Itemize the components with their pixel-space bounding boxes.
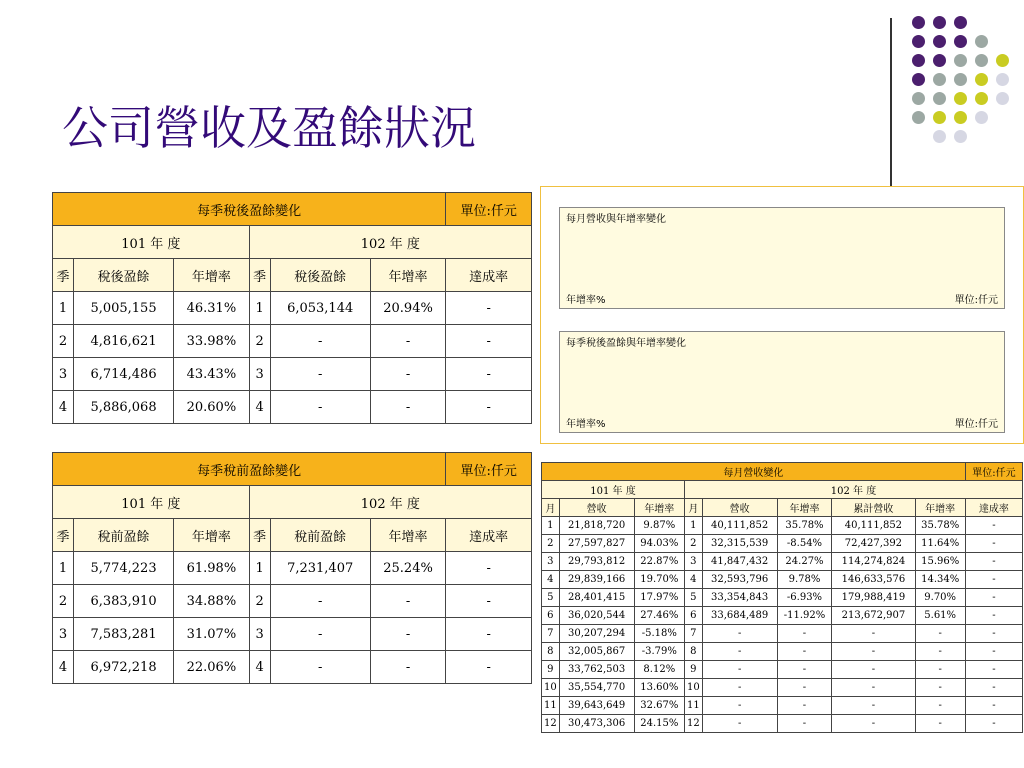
column-header: 達成率 bbox=[446, 519, 532, 552]
table-cell: - bbox=[270, 325, 370, 358]
table-title: 每月營收變化 bbox=[542, 463, 966, 481]
table-cell: - bbox=[915, 679, 965, 697]
table-row bbox=[542, 697, 1023, 715]
table-cell: 40,111,852 bbox=[832, 517, 915, 535]
column-header: 達成率 bbox=[446, 259, 532, 292]
decorative-dot bbox=[933, 16, 946, 29]
table-cell: - bbox=[832, 679, 915, 697]
table-row bbox=[53, 391, 532, 424]
decorative-dot bbox=[933, 54, 946, 67]
column-header: 年增率 bbox=[777, 499, 832, 517]
table-row bbox=[542, 679, 1023, 697]
table-cell: 6 bbox=[542, 607, 560, 625]
table-cell: 30,473,306 bbox=[559, 715, 634, 733]
table-cell: - bbox=[702, 661, 777, 679]
table-cell: 19.70% bbox=[634, 571, 684, 589]
table-cell: 3 bbox=[542, 553, 560, 571]
column-header: 累計營收 bbox=[832, 499, 915, 517]
table-cell: 10 bbox=[685, 679, 703, 697]
decorative-dot bbox=[996, 35, 1009, 48]
table-cell: 8.12% bbox=[634, 661, 684, 679]
table-cell: 32.67% bbox=[634, 697, 684, 715]
table-cell: 7,583,281 bbox=[73, 618, 173, 651]
decorative-dot bbox=[933, 35, 946, 48]
table-cell: 29,839,166 bbox=[559, 571, 634, 589]
revenue-chart-image bbox=[559, 207, 1005, 309]
table-cell: - bbox=[270, 358, 370, 391]
table-cell: 36,020,544 bbox=[559, 607, 634, 625]
table-cell: 29,793,812 bbox=[559, 553, 634, 571]
table-cell: 34.88% bbox=[174, 585, 249, 618]
decorative-dot bbox=[975, 54, 988, 67]
decorative-dot-grid bbox=[912, 16, 1017, 149]
table-row bbox=[53, 552, 532, 585]
table-cell: - bbox=[965, 643, 1022, 661]
column-header: 季 bbox=[53, 259, 74, 292]
table-cell: 6 bbox=[685, 607, 703, 625]
table-cell: 1 bbox=[685, 517, 703, 535]
table-cell: -6.93% bbox=[777, 589, 832, 607]
table-cell: 40,111,852 bbox=[702, 517, 777, 535]
decorative-dot bbox=[912, 111, 925, 124]
table-cell: 20.94% bbox=[370, 292, 445, 325]
table-cell: - bbox=[370, 391, 445, 424]
table-cell: 5,005,155 bbox=[73, 292, 173, 325]
table-row bbox=[542, 643, 1023, 661]
table-cell: - bbox=[702, 625, 777, 643]
table-cell: 6,714,486 bbox=[73, 358, 173, 391]
table-cell: - bbox=[446, 358, 532, 391]
column-header: 達成率 bbox=[965, 499, 1022, 517]
year-102-header: 102 年 度 bbox=[249, 226, 531, 259]
table-cell: - bbox=[777, 661, 832, 679]
table-cell: - bbox=[832, 697, 915, 715]
year-101-header: 101 年 度 bbox=[53, 226, 250, 259]
column-header: 月 bbox=[542, 499, 560, 517]
table-cell: - bbox=[915, 643, 965, 661]
earnings-chart-image bbox=[559, 331, 1005, 433]
table-cell: 5 bbox=[542, 589, 560, 607]
table-row bbox=[542, 517, 1023, 535]
table-row bbox=[53, 618, 532, 651]
table-cell: -8.54% bbox=[777, 535, 832, 553]
table-row bbox=[542, 661, 1023, 679]
table-cell: 7 bbox=[685, 625, 703, 643]
table-cell: - bbox=[832, 661, 915, 679]
table-cell: - bbox=[702, 697, 777, 715]
decorative-dot bbox=[954, 16, 967, 29]
decorative-dot bbox=[975, 73, 988, 86]
table-cell: 14.34% bbox=[915, 571, 965, 589]
table-cell: 4 bbox=[685, 571, 703, 589]
column-header: 年增率 bbox=[174, 259, 249, 292]
table-cell: 8 bbox=[542, 643, 560, 661]
charts-panel bbox=[540, 186, 1024, 444]
year-101-header: 101 年 度 bbox=[53, 486, 250, 519]
table-cell: - bbox=[777, 643, 832, 661]
column-header: 稅後盈餘 bbox=[73, 259, 173, 292]
table-cell: 5 bbox=[685, 589, 703, 607]
divider-line bbox=[890, 18, 892, 188]
table-cell: 30,207,294 bbox=[559, 625, 634, 643]
table-cell: 22.06% bbox=[174, 651, 249, 684]
column-header: 年增率 bbox=[915, 499, 965, 517]
table-cell: 146,633,576 bbox=[832, 571, 915, 589]
table-cell: 3 bbox=[53, 358, 74, 391]
column-header: 營收 bbox=[559, 499, 634, 517]
column-headers bbox=[53, 519, 532, 552]
table-cell: 32,005,867 bbox=[559, 643, 634, 661]
table-cell: 11 bbox=[685, 697, 703, 715]
table-cell: - bbox=[915, 625, 965, 643]
decorative-dot bbox=[996, 54, 1009, 67]
table-cell: 3 bbox=[249, 358, 270, 391]
table-row bbox=[53, 651, 532, 684]
table-cell: - bbox=[965, 553, 1022, 571]
table-cell: -5.18% bbox=[634, 625, 684, 643]
decorative-dot bbox=[996, 16, 1009, 29]
decorative-dot bbox=[954, 130, 967, 143]
table-cell: 9.78% bbox=[777, 571, 832, 589]
table-cell: - bbox=[370, 325, 445, 358]
table-cell: - bbox=[446, 651, 532, 684]
table-cell: 32,315,539 bbox=[702, 535, 777, 553]
decorative-dot bbox=[954, 73, 967, 86]
table-cell: 1 bbox=[249, 552, 270, 585]
table-cell: 5.61% bbox=[915, 607, 965, 625]
table-cell: - bbox=[832, 625, 915, 643]
column-headers bbox=[53, 259, 532, 292]
earnings-chart-title: 每季稅後盈餘與年增率變化 bbox=[566, 338, 686, 349]
table-title: 每季稅後盈餘變化 bbox=[53, 193, 446, 226]
column-header: 營收 bbox=[702, 499, 777, 517]
column-header: 稅前盈餘 bbox=[73, 519, 173, 552]
table-unit: 單位:仟元 bbox=[446, 193, 532, 226]
table-cell: - bbox=[832, 643, 915, 661]
table-cell: - bbox=[702, 643, 777, 661]
earnings-chart-axis-label: 年增率% bbox=[566, 419, 606, 430]
table-cell: 2 bbox=[53, 325, 74, 358]
table-cell: 43.43% bbox=[174, 358, 249, 391]
table-cell: 24.27% bbox=[777, 553, 832, 571]
table-cell: 35,554,770 bbox=[559, 679, 634, 697]
table-cell: 13.60% bbox=[634, 679, 684, 697]
table-cell: 8 bbox=[685, 643, 703, 661]
column-header: 季 bbox=[249, 519, 270, 552]
table-cell: - bbox=[965, 625, 1022, 643]
table-cell: 22.87% bbox=[634, 553, 684, 571]
table-unit: 單位:仟元 bbox=[446, 453, 532, 486]
decorative-dot bbox=[975, 111, 988, 124]
table-cell: 4 bbox=[53, 391, 74, 424]
table-cell: - bbox=[446, 585, 532, 618]
table-row bbox=[542, 553, 1023, 571]
table-cell: 3 bbox=[249, 618, 270, 651]
table-cell: 10 bbox=[542, 679, 560, 697]
table-cell: 4 bbox=[542, 571, 560, 589]
table-cell: 4 bbox=[53, 651, 74, 684]
decorative-dot bbox=[954, 92, 967, 105]
table-cell: 5,774,223 bbox=[73, 552, 173, 585]
decorative-dot bbox=[933, 111, 946, 124]
decorative-dot bbox=[996, 111, 1009, 124]
table-row bbox=[542, 571, 1023, 589]
table-cell: 39,643,649 bbox=[559, 697, 634, 715]
table-cell: 25.24% bbox=[370, 552, 445, 585]
monthly-revenue-table bbox=[541, 462, 1023, 733]
table-cell: 6,972,218 bbox=[73, 651, 173, 684]
table-cell: 35.78% bbox=[777, 517, 832, 535]
decorative-dot bbox=[912, 73, 925, 86]
table-cell: 7 bbox=[542, 625, 560, 643]
table-cell: 72,427,392 bbox=[832, 535, 915, 553]
table-cell: 46.31% bbox=[174, 292, 249, 325]
revenue-chart-title: 每月營收與年增率變化 bbox=[566, 214, 666, 225]
table-cell: 179,988,419 bbox=[832, 589, 915, 607]
table-cell: 3 bbox=[685, 553, 703, 571]
table-cell: - bbox=[777, 625, 832, 643]
table-cell: - bbox=[446, 618, 532, 651]
table-cell: 2 bbox=[685, 535, 703, 553]
table-cell: 2 bbox=[249, 325, 270, 358]
table-cell: - bbox=[965, 715, 1022, 733]
table-cell: 1 bbox=[249, 292, 270, 325]
table-cell: 21,818,720 bbox=[559, 517, 634, 535]
table-cell: 15.96% bbox=[915, 553, 965, 571]
table-row bbox=[53, 358, 532, 391]
table-cell: 11 bbox=[542, 697, 560, 715]
decorative-dot bbox=[933, 73, 946, 86]
table-cell: - bbox=[370, 651, 445, 684]
year-102-header: 102 年 度 bbox=[249, 486, 531, 519]
decorative-dot bbox=[975, 92, 988, 105]
table-cell: 1 bbox=[53, 552, 74, 585]
table-cell: - bbox=[965, 607, 1022, 625]
table-cell: - bbox=[270, 651, 370, 684]
table-row bbox=[542, 607, 1023, 625]
table-cell: 27.46% bbox=[634, 607, 684, 625]
table-row bbox=[542, 715, 1023, 733]
table-cell: 6,053,144 bbox=[270, 292, 370, 325]
table-cell: - bbox=[777, 697, 832, 715]
table-cell: - bbox=[965, 661, 1022, 679]
table-cell: 33,762,503 bbox=[559, 661, 634, 679]
table-cell: 114,274,824 bbox=[832, 553, 915, 571]
decorative-dot bbox=[933, 130, 946, 143]
table-unit: 單位:仟元 bbox=[965, 463, 1022, 481]
table-cell: 27,597,827 bbox=[559, 535, 634, 553]
table-cell: - bbox=[702, 679, 777, 697]
table-cell: -3.79% bbox=[634, 643, 684, 661]
table-cell: 33,354,843 bbox=[702, 589, 777, 607]
table-cell: 9 bbox=[685, 661, 703, 679]
before-tax-earnings-table bbox=[52, 452, 532, 684]
table-cell: - bbox=[965, 697, 1022, 715]
table-cell: 6,383,910 bbox=[73, 585, 173, 618]
table-cell: 9 bbox=[542, 661, 560, 679]
column-header: 年增率 bbox=[370, 259, 445, 292]
table-cell: 94.03% bbox=[634, 535, 684, 553]
column-header: 年增率 bbox=[634, 499, 684, 517]
after-tax-earnings-table bbox=[52, 192, 532, 424]
page-title: 公司營收及盈餘狀況 bbox=[62, 101, 476, 155]
table-cell: 3 bbox=[53, 618, 74, 651]
year-101-header: 101 年 度 bbox=[542, 481, 685, 499]
table-cell: - bbox=[270, 391, 370, 424]
table-cell: - bbox=[446, 292, 532, 325]
table-cell: 9.70% bbox=[915, 589, 965, 607]
table-cell: - bbox=[446, 552, 532, 585]
revenue-chart-unit: 單位:仟元 bbox=[954, 295, 998, 306]
table-cell: 17.97% bbox=[634, 589, 684, 607]
decorative-dot bbox=[912, 92, 925, 105]
decorative-dot bbox=[975, 130, 988, 143]
table-cell: - bbox=[965, 679, 1022, 697]
table-cell: 1 bbox=[53, 292, 74, 325]
table-cell: 33,684,489 bbox=[702, 607, 777, 625]
decorative-dot bbox=[912, 54, 925, 67]
decorative-dot bbox=[996, 130, 1009, 143]
table-cell: 4,816,621 bbox=[73, 325, 173, 358]
table-cell: 2 bbox=[53, 585, 74, 618]
table-cell: 4 bbox=[249, 651, 270, 684]
table-row bbox=[542, 589, 1023, 607]
table-cell: - bbox=[965, 535, 1022, 553]
column-header: 月 bbox=[685, 499, 703, 517]
table-cell: - bbox=[270, 585, 370, 618]
decorative-dot bbox=[996, 92, 1009, 105]
table-cell: 11.64% bbox=[915, 535, 965, 553]
table-cell: 28,401,415 bbox=[559, 589, 634, 607]
decorative-dot bbox=[954, 54, 967, 67]
decorative-dot bbox=[912, 130, 925, 143]
decorative-dot bbox=[954, 111, 967, 124]
table-title: 每季稅前盈餘變化 bbox=[53, 453, 446, 486]
table-cell: 12 bbox=[685, 715, 703, 733]
table-cell: - bbox=[915, 715, 965, 733]
decorative-dot bbox=[912, 35, 925, 48]
table-cell: 31.07% bbox=[174, 618, 249, 651]
table-row bbox=[542, 535, 1023, 553]
table-cell: - bbox=[777, 679, 832, 697]
decorative-dot bbox=[933, 92, 946, 105]
table-cell: - bbox=[915, 697, 965, 715]
table-row bbox=[53, 585, 532, 618]
table-cell: 4 bbox=[249, 391, 270, 424]
table-cell: 35.78% bbox=[915, 517, 965, 535]
table-cell: - bbox=[915, 661, 965, 679]
table-cell: 213,672,907 bbox=[832, 607, 915, 625]
decorative-dot bbox=[954, 35, 967, 48]
table-cell: 2 bbox=[249, 585, 270, 618]
table-cell: - bbox=[446, 391, 532, 424]
table-cell: - bbox=[270, 618, 370, 651]
table-cell: 2 bbox=[542, 535, 560, 553]
column-header: 年增率 bbox=[370, 519, 445, 552]
table-cell: - bbox=[965, 571, 1022, 589]
decorative-dot bbox=[975, 16, 988, 29]
table-cell: - bbox=[370, 618, 445, 651]
table-cell: - bbox=[777, 715, 832, 733]
table-row bbox=[53, 325, 532, 358]
table-cell: 12 bbox=[542, 715, 560, 733]
earnings-chart-unit: 單位:仟元 bbox=[954, 419, 998, 430]
decorative-dot bbox=[996, 73, 1009, 86]
table-row bbox=[53, 292, 532, 325]
table-cell: 9.87% bbox=[634, 517, 684, 535]
column-header: 稅後盈餘 bbox=[270, 259, 370, 292]
table-cell: -11.92% bbox=[777, 607, 832, 625]
column-header: 季 bbox=[53, 519, 74, 552]
table-cell: - bbox=[832, 715, 915, 733]
column-header: 年增率 bbox=[174, 519, 249, 552]
table-cell: - bbox=[965, 517, 1022, 535]
column-headers bbox=[542, 499, 1023, 517]
column-header: 稅前盈餘 bbox=[270, 519, 370, 552]
table-cell: - bbox=[965, 589, 1022, 607]
table-cell: - bbox=[370, 585, 445, 618]
table-cell: - bbox=[702, 715, 777, 733]
table-cell: 5,886,068 bbox=[73, 391, 173, 424]
table-cell: - bbox=[370, 358, 445, 391]
table-cell: 32,593,796 bbox=[702, 571, 777, 589]
table-row bbox=[542, 625, 1023, 643]
column-header: 季 bbox=[249, 259, 270, 292]
table-cell: - bbox=[446, 325, 532, 358]
decorative-dot bbox=[912, 16, 925, 29]
table-cell: 1 bbox=[542, 517, 560, 535]
year-102-header: 102 年 度 bbox=[685, 481, 1023, 499]
revenue-chart-axis-label: 年增率% bbox=[566, 295, 606, 306]
table-cell: 41,847,432 bbox=[702, 553, 777, 571]
table-cell: 24.15% bbox=[634, 715, 684, 733]
table-cell: 20.60% bbox=[174, 391, 249, 424]
decorative-dot bbox=[975, 35, 988, 48]
table-cell: 7,231,407 bbox=[270, 552, 370, 585]
table-cell: 33.98% bbox=[174, 325, 249, 358]
table-cell: 61.98% bbox=[174, 552, 249, 585]
